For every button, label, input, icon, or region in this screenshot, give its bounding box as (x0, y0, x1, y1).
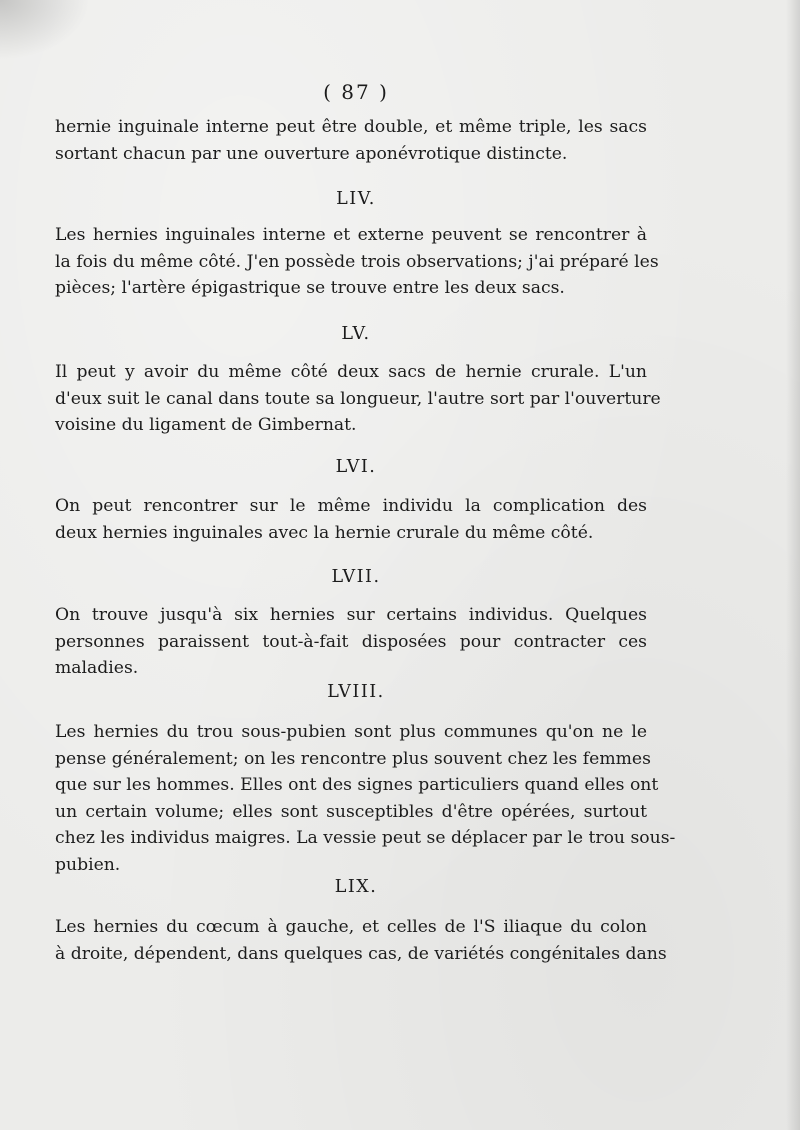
text-line: pièces; l'artère épigastrique se trouve entre les deux sacs. (55, 278, 565, 298)
text-line: la fois du même côté. J'en possède trois observations; j'ai préparé les (55, 251, 659, 272)
paragraph-lvi (55, 493, 647, 546)
text-line: d'eux suit le canal dans toute sa longueur, l'autre sort par l'ouverture (55, 388, 661, 409)
section-heading-lvi: LVI. (335, 457, 377, 477)
text-line: chez les individus maigres. La vessie peut se déplacer par le trou sous- (55, 828, 676, 848)
section-heading-lix: LIX. (334, 877, 378, 897)
text-line: un certain volume; elles sont susceptibles d'être opérées, surtout (55, 801, 647, 822)
section-heading-lv: LV. (341, 324, 371, 344)
paragraph-continuation (55, 114, 647, 167)
paragraph-lvii (55, 602, 647, 682)
text-line: pense généralement; on les rencontre plus souvent chez les femmes (55, 748, 651, 769)
paragraph-lviii (55, 719, 676, 878)
text-line: On peut rencontrer sur le même individu la complication des (55, 496, 647, 516)
text-line: Il peut y avoir du même côté deux sacs de hernie crurale. L'un (55, 362, 647, 382)
text-line: sortant chacun par une ouverture aponévrotique distincte. (55, 143, 568, 164)
text-line: personnes paraissent tout-à-fait disposées pour contracter ces (55, 631, 647, 652)
section-heading-lviii: LVIII. (327, 682, 385, 702)
text-line: pubien. (55, 854, 121, 875)
section-heading-liv: LIV. (336, 189, 376, 209)
paragraph-liv (55, 222, 659, 302)
page-corner-shadow (0, 0, 90, 60)
text-line: que sur les hommes. Elles ont des signes particuliers quand elles ont (55, 775, 659, 795)
paragraph-lv (55, 359, 661, 439)
page-number: ( 87 ) (323, 80, 389, 104)
paragraph-lix (55, 914, 667, 967)
text-line: Les hernies inguinales interne et externe peuvent se rencontrer à (55, 225, 647, 245)
text-line: On trouve jusqu'à six hernies sur certains individus. Quelques (55, 605, 647, 625)
text-line: maladies. (55, 658, 139, 678)
page-edge-shadow (786, 0, 800, 1130)
text-line: à droite, dépendent, dans quelques cas, de variétés congénitales dans (55, 943, 667, 964)
text-line: Les hernies du cœcum à gauche, et celles de l'S iliaque du colon (55, 917, 647, 937)
text-line: deux hernies inguinales avec la hernie crurale du même côté. (55, 522, 594, 543)
text-line: voisine du ligament de Gimbernat. (55, 415, 357, 435)
text-line: hernie inguinale interne peut être double, et même triple, les sacs (55, 117, 647, 137)
section-heading-lvii: LVII. (331, 567, 381, 587)
text-line: Les hernies du trou sous-pubien sont plus communes qu'on ne le (55, 722, 647, 742)
